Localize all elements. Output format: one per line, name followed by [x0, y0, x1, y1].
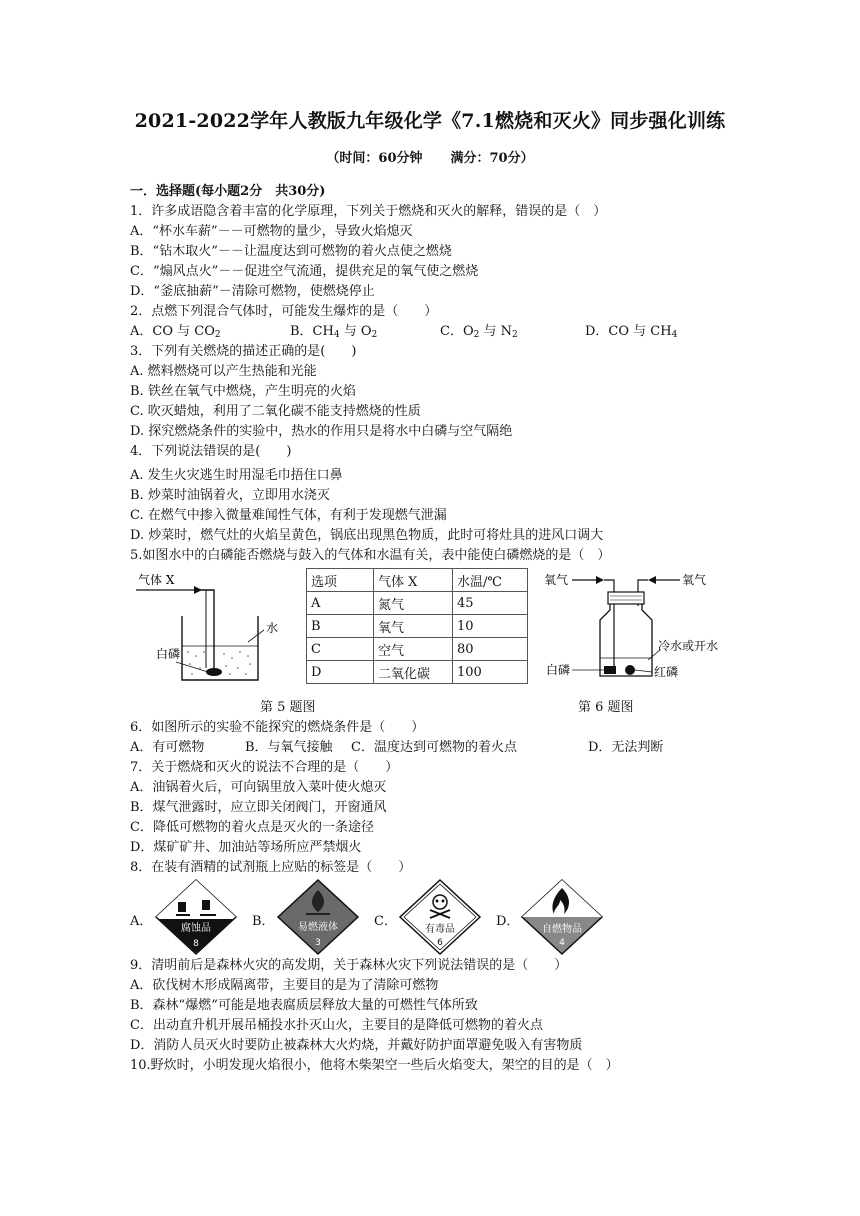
corrosive-label-icon	[154, 878, 238, 956]
svg-text:8: 8	[193, 939, 199, 949]
q3-option-d: D. 探究燃烧条件的实验中，热水的作用只是将水中白磷与空气隔绝	[130, 424, 513, 439]
water-label: 水	[266, 621, 279, 635]
q5-table	[306, 568, 528, 684]
q1-option-c: C．“煽风点火”－－促进空气流通，提供充足的氧气使之燃烧	[130, 264, 479, 279]
q1-option-d: D．“釜底抽薪”－清除可燃物，使燃烧停止	[130, 284, 375, 299]
toxic-label-icon	[398, 878, 482, 956]
q8-stem: 8．在装有酒精的试剂瓶上应贴的标签是（ ）	[130, 860, 412, 875]
table-row	[307, 592, 528, 615]
cold-hot-water-label: 冷水或开水	[658, 639, 719, 653]
bottle-figure	[542, 566, 728, 686]
svg-text:自燃物品: 自燃物品	[542, 924, 582, 935]
spontaneous-combustion-label-icon	[520, 878, 604, 956]
oxygen-right-label: 氧气	[682, 573, 707, 587]
table-header-cell: 水温/℃	[453, 569, 528, 592]
q2-option-d: D．CO 与 $CH_4$	[585, 324, 678, 340]
q4-option-b: B. 炒菜时油锅着火，立即用水浇灭	[130, 488, 330, 503]
label-option-d: D． 自燃物品 4	[496, 878, 606, 956]
exam-info	[0, 147, 860, 166]
q7-option-d: D．煤矿矿井、加油站等场所应严禁烟火	[130, 840, 362, 855]
q10-stem: 10.野炊时，小明发现火焰很小，他将木柴架空一些后火焰变大，架空的目的是（ ）	[130, 1058, 619, 1073]
q6-option-a: A．有可燃物	[130, 740, 205, 755]
table-cell: D	[307, 661, 374, 684]
table-cell: 空气	[374, 638, 453, 661]
svg-text:4: 4	[559, 938, 565, 948]
q7-option-b: B．煤气泄露时，应立即关闭阀门，开窗通风	[130, 800, 387, 815]
table-cell: 二氧化碳	[374, 661, 453, 684]
table-cell: 80	[453, 638, 528, 661]
section-title: 一．选择题(每小题2分 共30分)	[130, 184, 326, 199]
svg-text:6: 6	[437, 938, 443, 948]
figure-5-caption: 第 5 题图	[260, 700, 316, 715]
q6-option-b: B．与氧气接触	[245, 740, 333, 755]
beaker-figure	[130, 572, 290, 682]
table-header-cell: 选项	[307, 569, 374, 592]
table-cell: B	[307, 615, 374, 638]
q3-option-b: B. 铁丝在氧气中燃烧，产生明亮的火焰	[130, 384, 356, 399]
q6-options	[130, 738, 730, 758]
q9-stem: 9．清明前后是森林火灾的高发期，关于森林火灾下列说法错误的是（ ）	[130, 958, 568, 973]
q9-option-c: C．出动直升机开展吊桶投水扑灭山火，主要目的是降低可燃物的着火点	[130, 1018, 543, 1033]
label-option-b: B． 易燃液体 3	[252, 878, 362, 956]
q2-option-b: B．$CH_4$ 与 $O_2$	[290, 324, 378, 340]
q1-stem: 1．许多成语隐含着丰富的化学原理，下列关于燃烧和灭火的解释，错误的是（ ）	[130, 204, 607, 219]
q2-option-a: A．CO 与 $CO_2$	[130, 324, 221, 340]
svg-text:腐蚀品: 腐蚀品	[181, 923, 211, 934]
table-row	[307, 661, 528, 684]
label-option-c: C． 有毒品 6	[374, 878, 484, 956]
q4-option-d: D. 炒菜时，燃气灶的火焰呈黄色，锅底出现黑色物质，此时可将灶具的进风口调大	[130, 528, 604, 543]
q7-option-c: C．降低可燃物的着火点是灭火的一条途径	[130, 820, 374, 835]
q5-stem: 5.如图水中的白磷能否燃烧与鼓入的气体和水温有关，表中能使白磷燃烧的是（ ）	[130, 548, 611, 563]
table-header-cell: 气体 X	[374, 569, 453, 592]
q1-option-b: B．“钻木取火”－－让温度达到可燃物的着火点使之燃烧	[130, 244, 452, 259]
q2-stem: 2．点燃下列混合气体时，可能发生爆炸的是（ ）	[130, 304, 438, 319]
red-phosphorus-label: 红磷	[654, 665, 679, 679]
q7-stem: 7．关于燃烧和灭火的说法不合理的是（ ）	[130, 760, 399, 775]
table-cell: 100	[453, 661, 528, 684]
table-row	[307, 638, 528, 661]
gas-x-label: 气体 X	[138, 573, 175, 587]
q6-option-d: D．无法判断	[588, 740, 664, 755]
q9-option-b: B．森林“爆燃”可能是地表腐质层释放大量的可燃性气体所致	[130, 998, 478, 1013]
q2-options	[130, 322, 730, 342]
q9-option-a: A．砍伐树木形成隔离带，主要目的是为了清除可燃物	[130, 978, 439, 993]
q3-option-a: A. 燃料燃烧可以产生热能和光能	[130, 364, 317, 379]
exam-score: 满分：70分）	[450, 151, 534, 166]
table-cell: 氧气	[374, 615, 453, 638]
q4-option-a: A. 发生火灾逃生时用湿毛巾捂住口鼻	[130, 468, 343, 483]
white-phosphorus-label: 白磷	[546, 663, 571, 677]
q7-option-a: A．油锅着火后，可向锅里放入菜叶使火熄灭	[130, 780, 387, 795]
q4-stem: 4．下列说法错误的是( )	[130, 444, 292, 459]
q6-option-c: C．温度达到可燃物的着火点	[351, 740, 517, 755]
svg-text:易燃液体: 易燃液体	[298, 922, 338, 933]
figure-row	[130, 566, 730, 718]
exam-time: （时间：60分钟	[326, 151, 423, 166]
table-cell: 45	[453, 592, 528, 615]
phosphorus-label: 白磷	[156, 647, 181, 661]
q6-stem: 6．如图所示的实验不能探究的燃烧条件是（ ）	[130, 720, 425, 735]
question-body	[130, 182, 730, 1076]
page-title: 2021-2022学年人教版九年级化学《7.1燃烧和灭火》同步强化训练	[134, 110, 726, 132]
table-cell: 10	[453, 615, 528, 638]
flammable-liquid-label-icon	[276, 878, 360, 956]
q1-option-a: A．“杯水车薪”－－可燃物的量少，导致火焰熄灭	[130, 224, 413, 239]
q3-option-c: C. 吹灭蜡烛，利用了二氧化碳不能支持燃烧的性质	[130, 404, 421, 419]
q4-option-c: C. 在燃气中掺入微量难闻性气体，有利于发现燃气泄漏	[130, 508, 447, 523]
table-cell: A	[307, 592, 374, 615]
svg-text:3: 3	[315, 938, 321, 948]
oxygen-left-label: 氧气	[544, 573, 569, 587]
table-cell: 氮气	[374, 592, 453, 615]
table-row	[307, 569, 528, 592]
svg-text:有毒品: 有毒品	[425, 924, 455, 935]
q9-option-d: D．消防人员灭火时要防止被森林大火灼烧，并戴好防护面罩避免吸入有害物质	[130, 1038, 583, 1053]
hazard-labels	[130, 878, 730, 956]
table-cell: C	[307, 638, 374, 661]
figure-6-caption: 第 6 题图	[578, 700, 634, 715]
table-row	[307, 615, 528, 638]
q2-option-c: C．$O_2$ 与 $N_2$	[440, 324, 518, 340]
label-option-a: A． 腐蚀品 8	[130, 878, 240, 956]
q3-stem: 3．下列有关燃烧的描述正确的是( )	[130, 344, 357, 359]
